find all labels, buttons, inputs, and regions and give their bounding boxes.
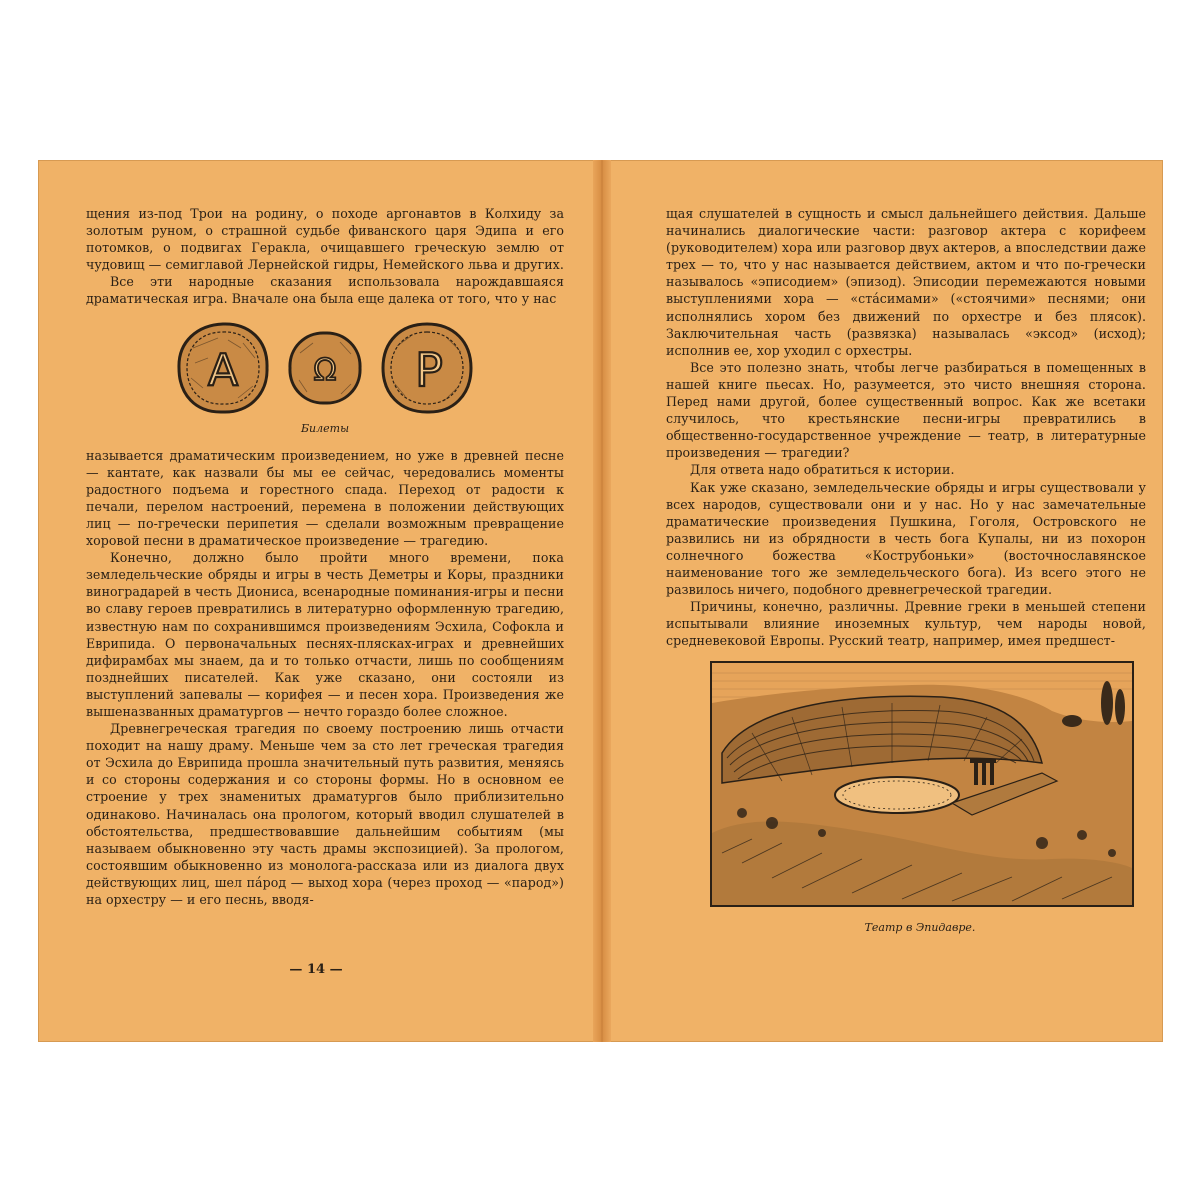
svg-text:А: А <box>207 344 239 396</box>
theatre-caption: Театр в Эпидавре. <box>864 921 976 935</box>
left-paragraph-1: щения из-под Трои на родину, о походе аргонавтов в Колхиду за золотым руном, о страшной судьбе фиванского царя Эдипа и его потомков, о подвигах Геракла, очищавшего греческую землю от чудовищ — семиглавой Лернейской гидры, Немейского льва и других. <box>86 206 564 273</box>
svg-text:Ω: Ω <box>313 352 337 388</box>
left-paragraph-2: Все эти народные сказания использовала нарождавшаяся драматическая игра. Вначале она была еще далека от того, что у нас <box>86 274 564 307</box>
left-paragraph-3: называется драматическим произведением, но уже в древней песне — кантате, как назвали бы мы ее сейчас, чередовались моменты радостного подъема и горестного спада. Переход от радости к печали, перелом настроений, перемена в положении действующих лиц — по-гречески перипетия — сделали возможным превращение хоровой песни в драматическое произведение — трагедию. <box>86 447 564 549</box>
left-paragraph-5: Древнегреческая трагедия по своему построению лишь отчасти походит на нашу драму. Меньше чем за сто лет греческая трагедия от Эсхила до Еврипида прошла значительный путь развития, меняясь и со стороны содержания и со стороны формы. Но в основном ее строение у трех знаменитых драматургов было приблизительно одинаково. Начиналась она прологом, который вводил слушателей в обстоятельства, предшествовавшие дальнейшим событиям (мы называем обыкновенно эту часть драмы экспозицией). За прологом, состоявшим обыкновенно из монолога-рассказа или из диалога двух действующих лиц, шел пáрод — выход хора (через проход — «парод») на орхестру — и его песнь, вводя- <box>86 721 564 907</box>
tickets-illustration <box>86 318 564 418</box>
svg-text:Р: Р <box>415 342 443 397</box>
left-paragraph-4: Конечно, должно было пройти много времени, пока земледельческие обряды и игры в честь Деметры и Коры, праздники виноградарей в честь Диониса, всенародные поминания-игры и песни во славу героев превратились в литературно оформленную трагедию, известную нам по сохранившимся произведениям Эсхила, Софокла и Еврипида. О первоначальных песнях-плясках-играх и древнейших дифирамбах мы знаем, да и то только отчасти, лишь по сообщениям позднейших писателей. Как уже сказано, они состояли из выступлений запевалы — корифея — и песен хора. Произведения же вышеназванных драматургов — нечто гораздо более сложное. <box>86 550 564 719</box>
right-paragraph-1: щая слушателей в сущность и смысл дальнейшего действия. Дальше начинались диалогические части: разговор актера с корифеем (руководителем) хора или разговор двух актеров, а впоследствии даже трех — то, что у нас называется действием, актом и что по-гречески называлось «эписодием» (эпизод). Эписодии перемежаются новыми выступлениями хора — «стáсимами» («стоячими» песнями; они исполнялись хором без движений по орхестре и без плясок). Заключительная часть (развязка) называлась «эксод» (исход); исполнив ее, хор уходил с орхестры. <box>666 206 1146 358</box>
coin-omega-icon <box>285 328 365 418</box>
right-paragraph-3: Для ответа надо обратиться к истории. <box>690 462 955 478</box>
right-paragraph-2: Все это полезно знать, чтобы легче разбираться в помещенных в нашей книге пьесах. Но, разумеется, это чисто внешняя сторона. Перед нами другой, более существенный вопрос. Как же всетаки случилось, что крестьянские песни-игры превратились в общественно-государственное учреждение — театр, в литературные произведения — трагедии? <box>666 359 1146 461</box>
coin-a-icon <box>173 318 273 418</box>
book-gutter <box>593 160 611 1042</box>
book-spread <box>38 160 1163 1042</box>
right-paragraph-5: Причины, конечно, различны. Древние греки в меньшей степени испытывали влияние иноземных культур, чем народы новой, средневековой Европы. Русский театр, например, имея предшест- <box>666 599 1146 649</box>
right-page <box>666 205 1146 934</box>
page-number: — 14 — <box>289 962 343 977</box>
tickets-caption: Билеты <box>300 421 350 435</box>
coin-p-icon <box>377 318 477 418</box>
right-paragraph-4: Как уже сказано, земледельческие обряды и игры существовали у всех народов, существовали они и у нас. Но у нас замечательные драматические произведения Пушкина, Гоголя, Островского не развились ни из обрядности в честь бога Купалы, ни из похорон солнечного божества «Кострубоньки» (восточнославянское наименование того же земледельческого бога). Из всего этого не развилось ничего, подобного древнегреческой трагедии. <box>666 479 1146 598</box>
left-page <box>86 205 564 908</box>
theatre-engraving <box>710 661 1134 907</box>
